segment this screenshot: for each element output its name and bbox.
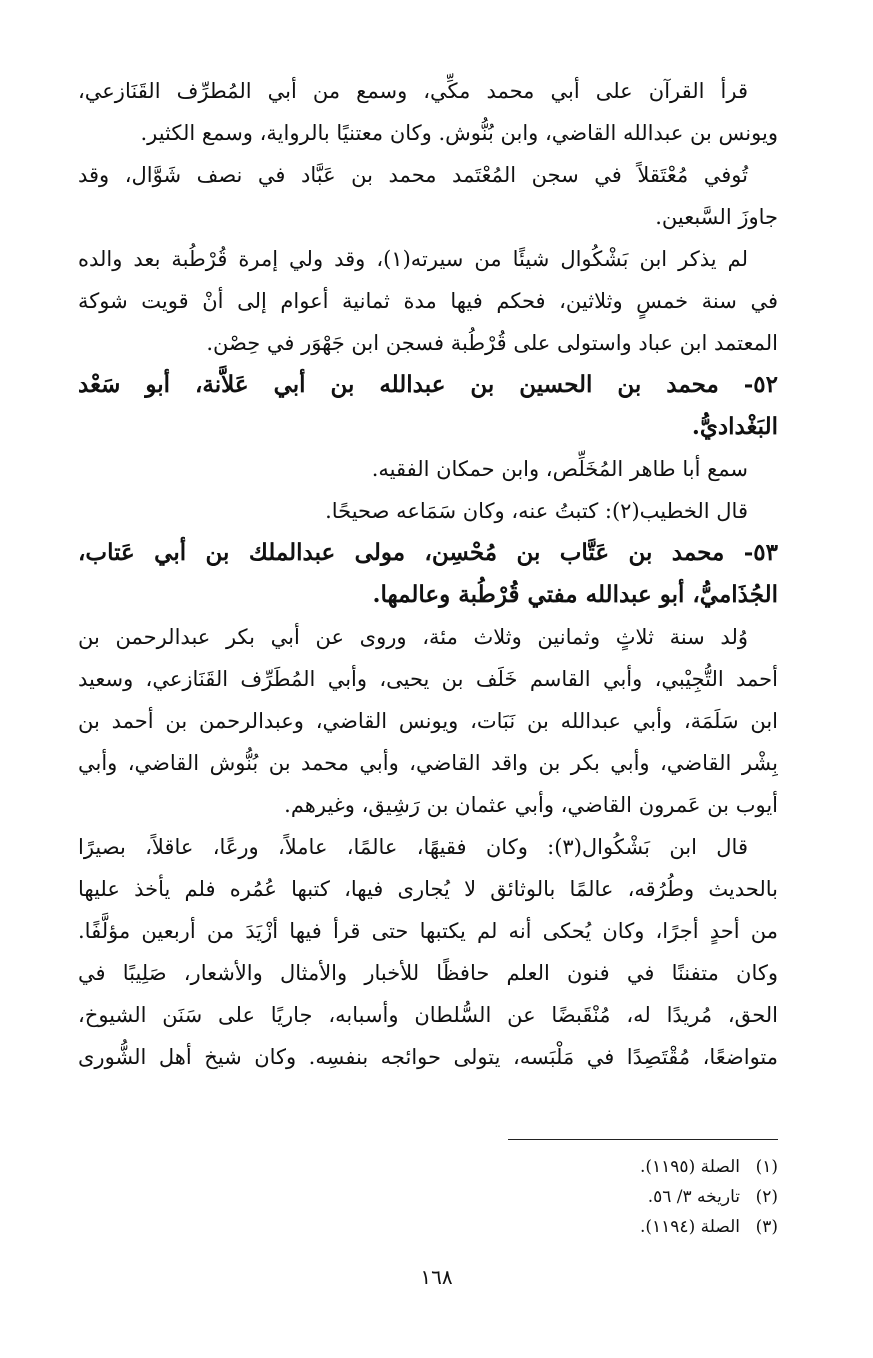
text-line: ابن سَلَمَة، وأبي عبدالله بن نَبَات، ويونس القاضي، وعبدالرحمن بن أحمد بن	[78, 709, 778, 733]
footnote-number: (٣)	[755, 1217, 778, 1237]
text-line: الحق، مُريدًا له، مُنْقَبضًا عن السُّلطان وأسبابه، جاريًا على سَنَن الشيوخ،	[78, 1003, 778, 1027]
entry-heading-line: البَغْداديُّ.	[691, 413, 778, 440]
footnote	[78, 1212, 778, 1242]
footnotes	[78, 1152, 778, 1242]
text-line: أحمد التُّجِيْبي، وأبي القاسم خَلَف بن يحيى، وأبي المُطَرِّف القَنَازعي، وسعيد	[78, 667, 778, 691]
text-line: من أحدٍ أجرًا، وكان يُحكى أنه لم يكتبها حتى قرأ فيها أزْيَدَ من أربعين مؤلَّفًا.	[78, 919, 778, 943]
text-line: ويونس بن عبدالله القاضي، وابن بُنُّوش. وكان معتنيًا بالرواية، وسمع الكثير.	[140, 121, 778, 145]
entry-heading-line: ٥٣- محمد بن عَتَّاب بن مُحْسِن، مولى عبدالملك بن أبي عَتاب،	[78, 539, 778, 566]
text-line: لم يذكر ابن بَشْكُوال شيئًا من سيرته(١)، وقد ولي إمرة قُرْطُبة بعد والده	[78, 247, 748, 271]
page-number: ١٦٨	[420, 1265, 453, 1289]
footnote-text: الصلة (١١٩٤).	[639, 1217, 740, 1237]
text-line: تُوفي مُعْتَقلاً في سجن المُعْتَمد محمد بن عَبَّاد في نصف شَوَّال، وقد	[78, 163, 748, 187]
footnote-divider	[508, 1139, 778, 1140]
text-line: وكان متفننًا في فنون العلم حافظًا للأخبار والأمثال والأشعار، صَلِيبًا في	[78, 961, 778, 985]
text-line: قال ابن بَشْكُوال(٣): وكان فقيهًا، عالمًا، عاملاً، ورعًا، عاقلاً، بصيرًا	[78, 835, 748, 859]
footnote-number: (٢)	[755, 1187, 778, 1207]
text-line: جاوزَ السَّبعين.	[655, 205, 778, 229]
footnote	[78, 1182, 778, 1212]
text-line: بِشْر القاضي، وأبي بكر بن واقد القاضي، وأبي محمد بن بُنُّوش القاضي، وأبي	[78, 751, 778, 775]
footnote-number: (١)	[755, 1157, 778, 1177]
text-line: سمع أبا طاهر المُخَلِّص، وابن حمكان الفقيه.	[371, 457, 748, 481]
text-line: بالحديث وطُرُقه، عالمًا بالوثائق لا يُجارى فيها، كتبها عُمُره فلم يأخذ عليها	[78, 877, 778, 901]
text-line: قرأ القرآن على أبي محمد مكِّي، وسمع من أبي المُطرِّف القَنَازعي،	[78, 79, 748, 103]
text-line: المعتمد ابن عباد واستولى على قُرْطُبة فسجن ابن جَهْوَر في حِصْن.	[206, 331, 778, 355]
text-line: أيوب بن عَمرون القاضي، وأبي عثمان بن رَشِيق، وغيرهم.	[284, 793, 778, 817]
footnote-text: الصلة (١١٩٥).	[639, 1157, 740, 1177]
page-body	[78, 70, 778, 1078]
entry-heading-line: ٥٢- محمد بن الحسين بن عبدالله بن أبي عَلاَّنة، أبو سَعْد	[78, 371, 778, 398]
footnote-text: تاريخه ٣/ ٥٦.	[647, 1187, 740, 1207]
text-line: قال الخطيب(٢): كتبتُ عنه، وكان سَمَاعه صحيحًا.	[325, 499, 748, 523]
text-line: في سنة خمسٍ وثلاثين، فحكم فيها مدة ثمانية أعوام إلى أنْ قويت شوكة	[78, 289, 778, 313]
footnote	[78, 1152, 778, 1182]
text-line: متواضعًا، مُقْتَصِدًا في مَلْبَسه، يتولى حوائجه بنفسِه. وكان شيخ أهل الشُّورى	[78, 1045, 778, 1069]
text-line: وُلد سنة ثلاثٍ وثمانين وثلاث مئة، وروى عن أبي بكر عبدالرحمن بن	[78, 625, 748, 649]
entry-heading-line: الجُذَاميُّ، أبو عبدالله مفتي قُرْطُبة وعالمها.	[372, 581, 778, 608]
